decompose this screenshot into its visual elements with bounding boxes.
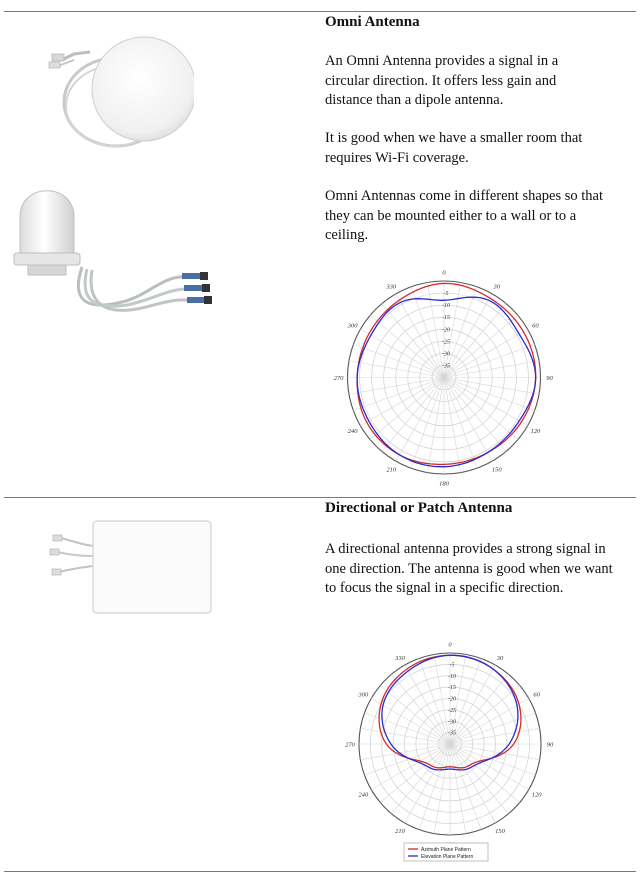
angle-label: 30 [496, 654, 504, 662]
radial-label: -25 [448, 707, 456, 714]
angle-label: 90 [546, 741, 554, 749]
angle-label: 240 [358, 791, 369, 799]
angle-label: 0 [442, 269, 446, 277]
radial-label: -5 [449, 662, 455, 669]
angle-label: 330 [386, 283, 397, 291]
omni-polar-chart [330, 263, 558, 488]
ceiling-disc-antenna-image [44, 22, 194, 157]
angle-label: 270 [345, 741, 355, 749]
angle-label: 180 [439, 480, 449, 488]
angle-label: 240 [347, 427, 358, 435]
omni-paragraph-2: It is good when we have a smaller room that requires Wi-Fi coverage. [325, 130, 583, 166]
angle-label: 150 [491, 466, 502, 474]
angle-label: 120 [530, 427, 541, 435]
radial-label: -15 [448, 685, 456, 692]
omni-antenna-section [4, 12, 636, 497]
radial-label: -30 [448, 719, 456, 726]
radial-label: -10 [442, 303, 450, 310]
angle-label: 60 [532, 322, 539, 330]
angle-label: 270 [333, 375, 344, 382]
angle-label: 330 [395, 654, 405, 662]
dome-omni-antenna-image [12, 177, 212, 342]
radial-label: -35 [442, 363, 450, 370]
patch-polar-chart [330, 635, 570, 871]
legend-label: Elevation Plane Pattern [421, 854, 474, 860]
angle-label: 210 [386, 466, 397, 474]
radial-label: -30 [442, 351, 450, 358]
radial-label: -25 [442, 339, 450, 346]
radial-label: -20 [442, 327, 450, 334]
angle-label: 300 [358, 691, 369, 699]
angle-label: 0 [448, 641, 452, 649]
radial-label: -35 [448, 730, 456, 737]
omni-paragraph-1: An Omni Antenna provides a signal in a circular direction. It offers less gain and distance than a dipole antenna. [325, 53, 559, 108]
omni-heading: Omni Antenna [325, 14, 420, 30]
patch-heading: Directional or Patch Antenna [325, 500, 513, 516]
radial-label: -10 [448, 673, 456, 680]
radial-label: -5 [443, 291, 449, 298]
bottom-rule [4, 871, 636, 872]
patch-images [4, 498, 322, 871]
legend-label: Azimuth Plane Pattern [421, 847, 471, 853]
omni-paragraph-3: Omni Antennas come in different shapes so that they can be mounted either to a wall or to a ceiling. [325, 188, 603, 243]
angle-label: 90 [546, 375, 553, 382]
angle-label: 210 [395, 828, 405, 836]
angle-label: 60 [533, 691, 540, 699]
angle-label: 120 [531, 791, 542, 799]
patch-antenna-image [49, 516, 219, 616]
angle-label: 150 [495, 828, 505, 836]
radial-label: -20 [448, 696, 456, 703]
patch-antenna-section [4, 498, 636, 871]
angle-label: 30 [493, 283, 500, 291]
angle-label: 300 [347, 322, 358, 330]
radial-label: -15 [442, 315, 450, 322]
patch-paragraph-1: A directional antenna provides a strong signal in one direction. The antenna is good when we want to focus the signal in a specific direction. [325, 541, 613, 596]
omni-images [4, 12, 322, 497]
